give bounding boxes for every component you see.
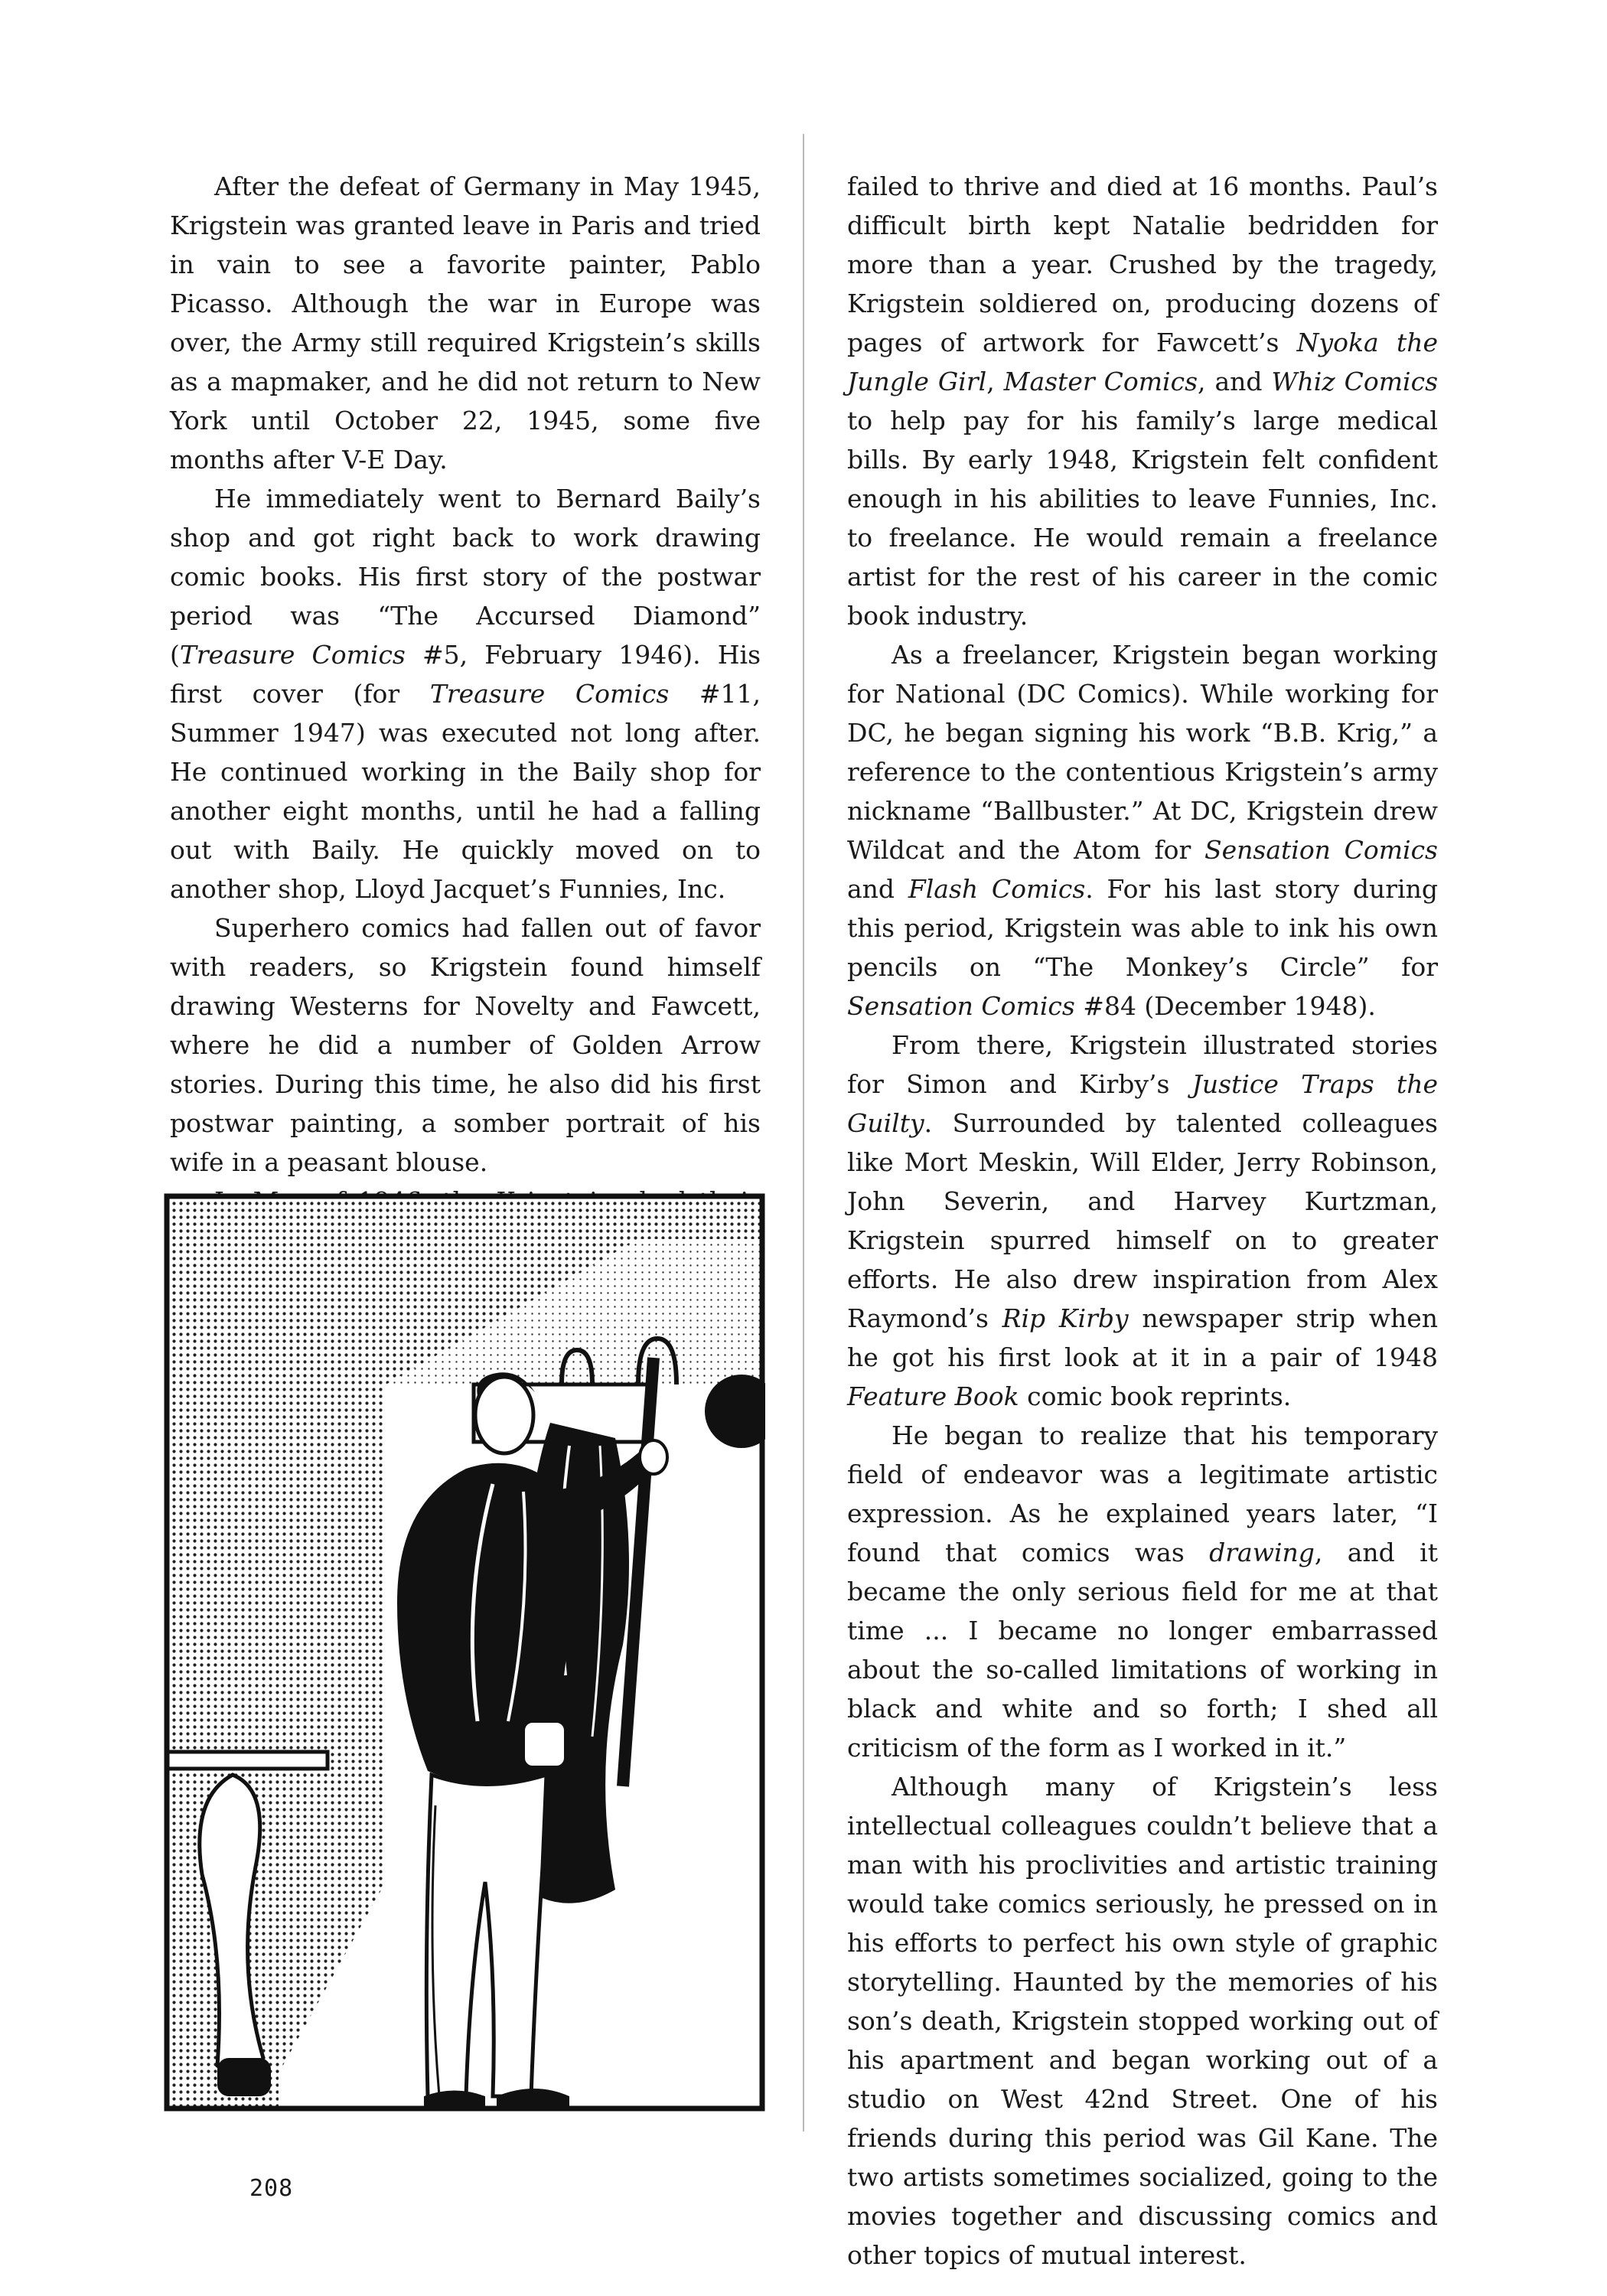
italic-title: Whiz Comics <box>1271 367 1439 396</box>
italic-title: Master Comics <box>1003 367 1198 396</box>
paragraph <box>847 1767 1438 2275</box>
paragraph <box>847 635 1438 1026</box>
italic-title: Flash Comics <box>908 874 1086 904</box>
paragraph-text: #11, Summer 1947) was executed not long after. He continued working in the Baily shop for another eight months, until he had a falling out with Baily. He quickly moved on to another shop, Lloyd Jacquet’s Funnies, Inc. <box>170 679 761 904</box>
italic-word: drawing <box>1209 1538 1315 1567</box>
paragraph-text: He immediately went to Bernard Baily’s shop and got right back to work drawing comic books. His first story of the postwar period was “The Accursed Diamond” ( <box>170 484 761 670</box>
paragraph <box>847 1416 1438 1767</box>
paragraph <box>847 1026 1438 1416</box>
paragraph <box>170 908 761 1182</box>
paragraph-text: #5, February 1946). His first cover (for <box>170 640 761 709</box>
left-text-column <box>170 167 761 1299</box>
comic-panel-illustration <box>164 1193 765 2112</box>
italic-title: Sensation Comics <box>1204 835 1438 865</box>
paragraph <box>847 167 1438 635</box>
paragraph-text: As a freelancer, Krigstein began working for National (DC Comics). While working for DC, he began signing his work “B.B. Krig,” a reference to the contentious Krigstein’s army nickname “Ballbuster.” At DC, Krigstein drew Wildcat and the Atom for <box>847 640 1438 865</box>
paragraph <box>170 479 761 908</box>
paragraph-text: , <box>986 367 1004 396</box>
paragraph <box>170 167 761 479</box>
paragraph-text: , and it became the only serious field for me at that time ... I became no longer embarrassed about the so-called limitations of working in black and white and so forth; I shed all criticism of the form as I worked in it.” <box>847 1538 1438 1763</box>
italic-title: Rip Kirby <box>1002 1303 1129 1333</box>
paragraph-text: #84 (December 1948). <box>1074 991 1376 1021</box>
paragraph-text: Superhero comics had fallen out of favor with readers, so Krigstein found himself drawing Westerns for Novelty and Fawcett, where he did a number of Golden Arrow stories. During this time, he also did his first postwar painting, a somber portrait of his wife in a peasant blouse. <box>170 913 761 1177</box>
italic-title: Sensation Comics <box>847 991 1075 1021</box>
paragraph-text: newspaper strip when he got his first look at it in a pair of 1948 <box>847 1303 1439 1372</box>
italic-title: Treasure Comics <box>179 640 406 670</box>
paragraph-text: Although many of Krigstein’s less intellectual colleagues couldn’t believe that a man with his proclivities and artistic training would take comics seriously, he pressed on in his efforts to perfect his own style of graphic storytelling. Haunted by the memories of his son’s death, Krigstein stopped working out of his apartment and began working out of a studio on West 42nd Street. One of his friends during this period was Gil Kane. The two artists sometimes socialized, going to the movies together and discussing comics and other topics of mutual interest. <box>847 1772 1438 2270</box>
paragraph-text: , and <box>1198 367 1272 396</box>
italic-title: Treasure Comics <box>429 679 670 709</box>
paragraph-text: After the defeat of Germany in May 1945, Krigstein was granted leave in Paris and tried in vain to see a favorite painter, Pablo Picasso. Although the war in Europe was over, the Army still required Krigstein’s skills as a mapmaker, and he did not return to New York until October 22, 1945, some five months after V-E Day. <box>170 171 761 475</box>
italic-title: Justice Traps the Guilty <box>847 1069 1438 1138</box>
paragraph-text: . Surrounded by talented colleagues like Mort Meskin, Will Elder, Jerry Robinson, John Severin, and Harvey Kurtzman, Krigstein spurred himself on to greater efforts. He also drew inspiration from Alex Raymond’s <box>847 1108 1438 1333</box>
right-text-column <box>847 167 1438 2275</box>
column-divider <box>803 134 804 2131</box>
page-number: 208 <box>249 2175 294 2202</box>
paragraph-text: and <box>847 874 908 904</box>
italic-title: Feature Book <box>847 1381 1019 1411</box>
paragraph-text: . For his last story during this period, Krigstein was able to ink his own pencils on “The Monkey’s Circle” for <box>847 874 1438 982</box>
paragraph-text: He began to realize that his temporary field of endeavor was a legitimate artistic expression. As he explained years later, “I found that comics was <box>847 1420 1438 1567</box>
paragraph-text: to help pay for his family’s large medical bills. By early 1948, Krigstein felt confident enough in his abilities to leave Funnies, Inc. to freelance. He would remain a freelance artist for the rest of his career in the comic book industry. <box>847 406 1438 631</box>
paragraph-text: From there, Krigstein illustrated stories for Simon and Kirby’s <box>847 1030 1438 1099</box>
paragraph-text: comic book reprints. <box>1019 1381 1292 1411</box>
paragraph-text: failed to thrive and died at 16 months. Paul’s difficult birth kept Natalie bedridden for more than a year. Crushed by the tragedy, Krigstein soldiered on, producing dozens of pages of artwork for Fawcett’s <box>847 171 1438 357</box>
jacket-pocket <box>523 1721 566 1767</box>
side-table <box>167 1752 328 1769</box>
italic-title: Nyoka the Jungle Girl <box>847 328 1438 396</box>
